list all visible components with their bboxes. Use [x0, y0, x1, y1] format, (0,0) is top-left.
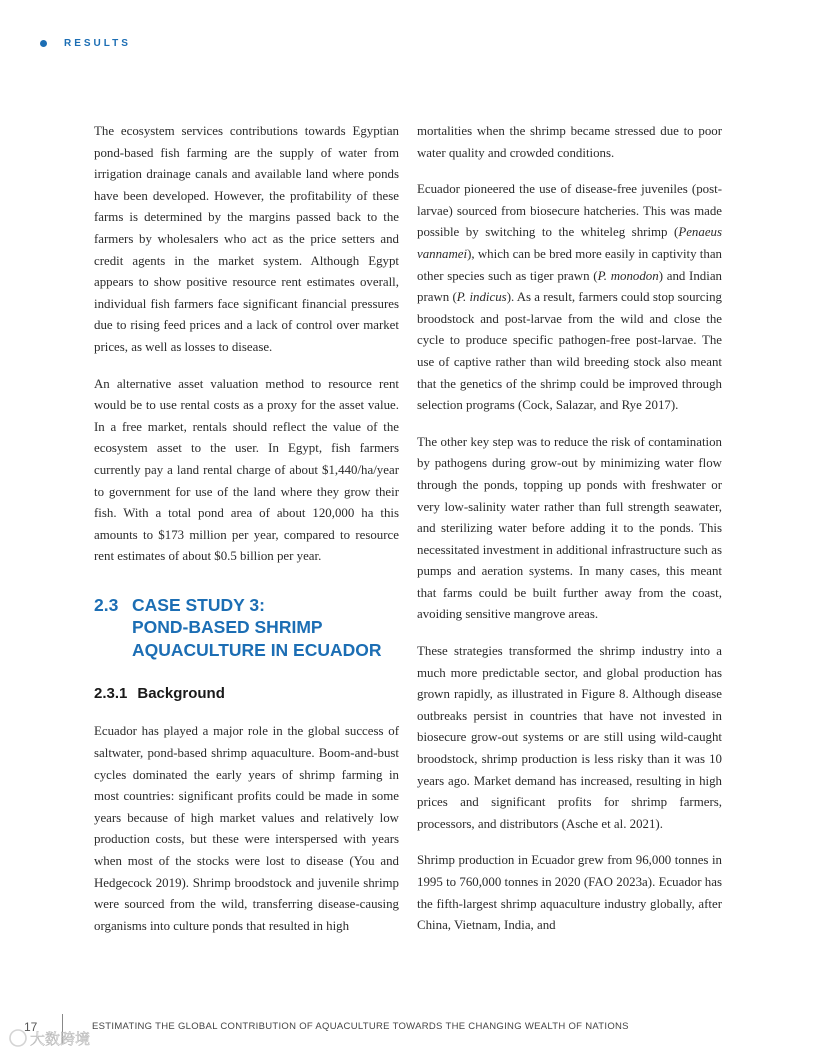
text-run: Ecuador pioneered the use of disease-free juveniles (post-larvae) sourced from biosecure hatcheries. This was made possible by switching to the whiteleg shrimp (	[417, 182, 722, 240]
section-heading	[94, 594, 399, 662]
species-name: P. monodon	[597, 268, 659, 283]
page-number: 17	[24, 1020, 38, 1034]
section-title-line: AQUACULTURE IN ECUADOR	[132, 639, 382, 660]
paragraph: Shrimp production in Ecuador grew from 96,000 tonnes in 1995 to 760,000 tonnes in 2020 (FAO 2023a). Ecuador has the fifth-largest shrimp aquaculture industry globally, after China, Vietnam, India, and	[417, 853, 722, 933]
paragraph: The other key step was to reduce the risk of contamination by pathogens during grow-out by minimizing water flow through the ponds, topping up ponds with freshwater or very low-salinity water rather than full strength seawater, and sterilizing water before adding it to the ponds. This necessitated investment in additional infrastructure such as pumps and aeration systems. In many cases, this meant that farms could be built further away from the coast, avoiding sensitive mangrove areas.	[417, 434, 722, 622]
section-title-line: CASE STUDY 3:	[132, 594, 265, 615]
section-title-line: POND-BASED SHRIMP	[132, 617, 323, 638]
text-run: ), which can be bred more easily in captivity than other species such as tiger prawn (	[417, 246, 722, 283]
text-run: ). As a result, farmers could stop sourcing broodstock and post-larvae from the wild and close the cycle to produce specific pathogen-free post-larvae. The use of captive rather than wild breeding stock also meant that the genetics of the shrimp could be improved through selection programs (Cock, Salazar, and Rye 2017).	[417, 290, 723, 413]
bullet-dot-icon	[40, 40, 47, 47]
watermark-text: 大数跨境	[30, 1030, 91, 1048]
subsection-heading	[94, 683, 399, 705]
subsection-number: 2.3.1	[94, 685, 128, 703]
paragraph: These strategies transformed the shrimp industry into a much more predictable sector, and global production has grown rapidly, as illustrated in Figure 8. Although disease outbreaks persist in countries that have not invested in biosecure grow-out systems or are still using wild-caught broodstock, shrimp production is less risky than it was 10 years ago. Market demand has increased, resulting in high prices and significant profits for shrimp farmers, processors, and distributors (Asche et al. 2021).	[417, 644, 722, 831]
left-column	[94, 121, 399, 952]
right-column	[417, 121, 722, 952]
paragraph: The ecosystem services contributions towards Egyptian pond-based fish farming are the supply of water from irrigation drainage canals and available land where ponds have been developed. However, the profitability of these farms is determined by the margins passed back to the farmers by wholesalers who act as the price setters and credit agents in the market system. Although Egypt appears to show positive resource rent estimates overall, individual fish farmers face significant financial pressures due to rising feed prices and a lack of control over market prices, as well as losses to disease.	[94, 124, 399, 354]
section-number: 2.3	[94, 594, 119, 615]
species-name: P. indicus	[456, 290, 507, 305]
paragraph: Ecuador has played a major role in the global success of saltwater, pond-based shrimp aquaculture. Boom-and-bust cycles dominated the early years of shrimp farming in most countries: significant profits could be made in some years because of high market values and relatively low production costs, but these were interspersed with years when most of the stocks were lost to disease (You and Hedgecock 2019). Shrimp broodstock and juvenile shrimp were sourced from the wild, transferring disease-causing organisms into culture ponds that resulted in high	[94, 724, 399, 933]
paragraph: mortalities when the shrimp became stressed due to poor water quality and crowded conditions.	[417, 124, 722, 160]
section-header	[40, 38, 131, 49]
section-label: RESULTS	[64, 38, 131, 49]
text-run: ) and Indian prawn (	[417, 268, 722, 305]
footer-title: ESTIMATING THE GLOBAL CONTRIBUTION OF AQUACULTURE TOWARDS THE CHANGING WEALTH OF NATIONS	[92, 1021, 629, 1032]
subsection-title: Background	[137, 685, 225, 703]
page-footer	[0, 1014, 816, 1044]
paragraph: An alternative asset valuation method to resource rent would be to use rental costs as a proxy for the asset value. In a free market, rentals should reflect the value of the ecosystem asset to the user. In Egypt, fish farmers currently pay a land rental charge of about $1,440/ha/year to government for use of the land where they grow their fish. With a total pond area of about 120,000 ha this amounts to $173 million per year, compared to resource rent estimates of about $0.5 billion per year.	[94, 376, 399, 564]
species-name: Penaeus vannamei	[417, 225, 722, 261]
watermark-logo	[6, 1024, 106, 1052]
paragraph	[417, 179, 722, 417]
